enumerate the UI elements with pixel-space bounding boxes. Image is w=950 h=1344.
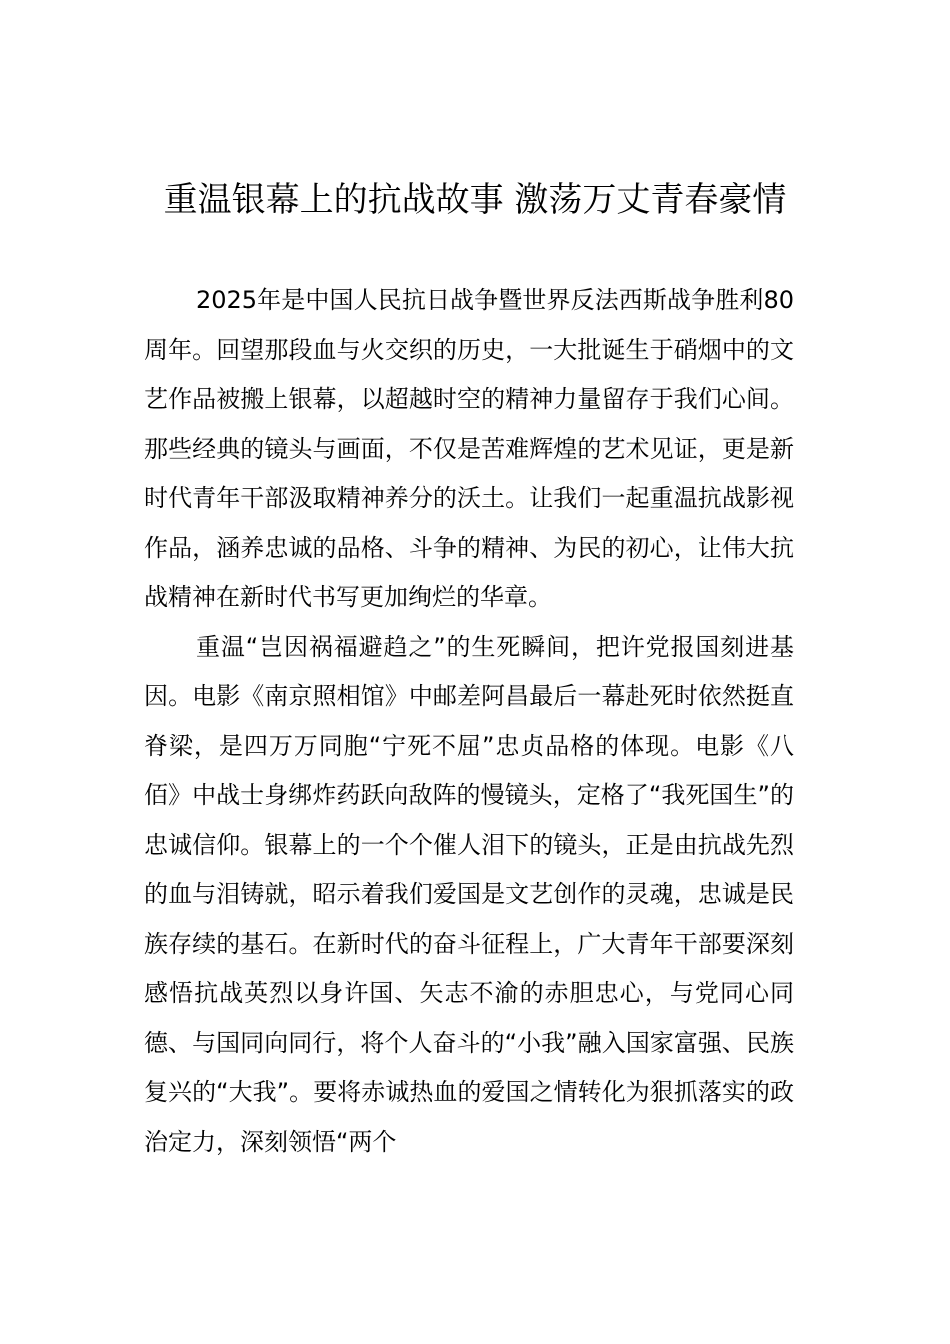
paragraph-2: 重温“岂因祸福避趋之”的生死瞬间，把许党报国刻进基因。电影《南京照相馆》中邮差阿昌最后一幕赴死时依然挺直脊梁，是四万万同胞“宁死不屈”忠贞品格的体现。电影《八佰》中战士身绑炸药跃向敌阵的慢镜头，定格了“我死国生”的忠诚信仰。银幕上的一个个催人泪下的镜头，正是由抗战先烈的血与泪铸就，昭示着我们爱国是文艺创作的灵魂，忠诚是民族存续的基石。在新时代的奋斗征程上，广大青年干部要深刻感悟抗战英烈以身许国、矢志不渝的赤胆忠心，与党同心同德、与国同向同行，将个人奋斗的“小我”融入国家富强、民族复兴的“大我”。要将赤诚热血的爱国之情转化为狠抓落实的政治定力，深刻领悟“两个 [144, 632, 794, 1156]
paragraph-1: 2025年是中国人民抗日战争暨世界反法西斯战争胜利80周年。回望那段血与火交织的历史，一大批诞生于硝烟中的文艺作品被搬上银幕，以超越时空的精神力量留存于我们心间。那些经典的镜头与画面，不仅是苦难辉煌的艺术见证，更是新时代青年干部汲取精神养分的沃土。让我们一起重温抗战影视作品，涵养忠诚的品格、斗争的精神、为民的初心，让伟大抗战精神在新时代书写更加绚烂的华章。 [144, 286, 794, 611]
document-body [144, 276, 794, 1167]
document-title: 重温银幕上的抗战故事 激荡万丈青春豪情 [163, 180, 787, 220]
